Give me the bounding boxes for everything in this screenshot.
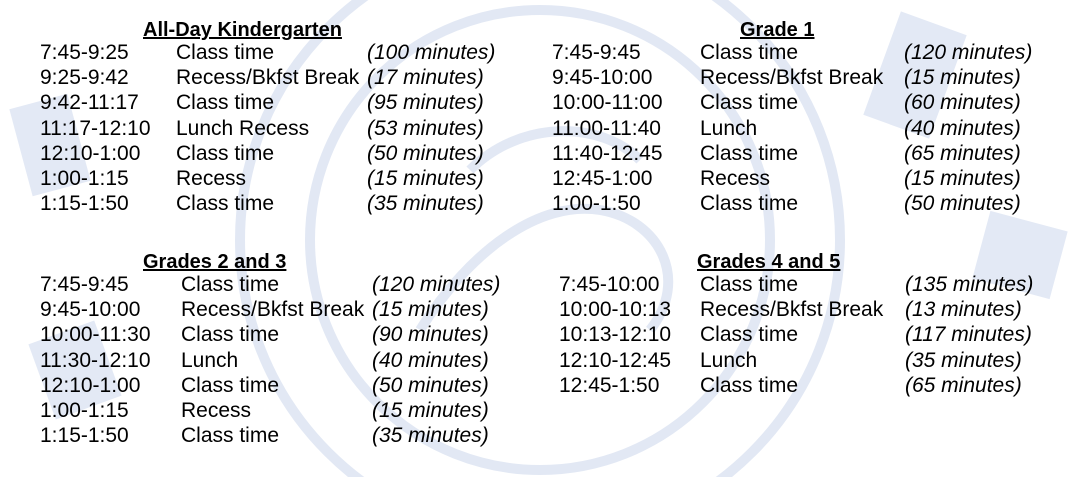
time-cell: 9:45-10:00: [552, 66, 653, 90]
duration-cell: (35 minutes): [367, 192, 484, 216]
time-cell: 10:00-11:30: [40, 323, 151, 347]
grade1-title: Grade 1: [740, 19, 815, 41]
time-cell: 11:40-12:45: [552, 141, 663, 165]
time-cell: 9:25-9:42: [40, 66, 129, 90]
activity-cell: Class time: [181, 424, 280, 448]
activity-cell: Class time: [700, 91, 799, 115]
duration-cell: (117 minutes): [905, 323, 1032, 347]
time-cell: 1:15-1:50: [40, 424, 129, 448]
time-cell: 7:45-9:25: [40, 41, 129, 64]
activity-cell: Class time: [700, 141, 799, 165]
duration-cell: (50 minutes): [367, 141, 484, 165]
grades45-title: Grades 4 and 5: [697, 251, 841, 273]
grade1-schedule: [552, 18, 1052, 228]
duration-cell: (95 minutes): [367, 91, 484, 115]
duration-cell: (15 minutes): [904, 166, 1021, 190]
activity-cell: Class time: [700, 41, 799, 64]
duration-cell: (15 minutes): [372, 398, 489, 422]
time-cell: 11:17-12:10: [40, 116, 151, 140]
activity-cell: Class time: [176, 141, 275, 165]
grades23-schedule: [40, 250, 540, 460]
activity-cell: Lunch: [700, 116, 758, 140]
duration-cell: (35 minutes): [372, 424, 489, 448]
duration-cell: (40 minutes): [904, 116, 1021, 140]
activity-cell: Recess: [181, 398, 252, 422]
activity-cell: Class time: [181, 323, 280, 347]
time-cell: 7:45-9:45: [40, 273, 129, 296]
duration-cell: (50 minutes): [904, 192, 1021, 216]
time-cell: 11:30-12:10: [40, 348, 151, 372]
activity-cell: Class time: [700, 373, 799, 397]
kindergarten-schedule: [40, 18, 540, 228]
activity-cell: Recess: [700, 166, 771, 190]
grades45-schedule: [559, 250, 1059, 460]
time-cell: 12:10-1:00: [40, 141, 141, 165]
activity-cell: Recess/Bkfst Break: [176, 66, 360, 90]
duration-cell: (13 minutes): [905, 298, 1022, 322]
time-cell: 10:13-12:10: [559, 323, 672, 347]
time-cell: 1:00-1:15: [40, 398, 129, 422]
activity-cell: Class time: [700, 323, 799, 347]
duration-cell: (65 minutes): [905, 373, 1022, 397]
time-cell: 1:00-1:50: [552, 192, 641, 216]
duration-cell: (35 minutes): [905, 348, 1022, 372]
activity-cell: Class time: [700, 192, 799, 216]
time-cell: 9:42-11:17: [40, 91, 139, 115]
duration-cell: (120 minutes): [904, 41, 1033, 64]
duration-cell: (15 minutes): [372, 298, 489, 322]
duration-cell: (15 minutes): [367, 166, 484, 190]
duration-cell: (135 minutes): [905, 273, 1034, 296]
time-cell: 10:00-11:00: [552, 91, 663, 115]
activity-cell: Class time: [181, 373, 280, 397]
time-cell: 11:00-11:40: [552, 116, 661, 140]
activity-cell: Class time: [176, 192, 275, 216]
time-cell: 12:10-1:00: [40, 373, 141, 397]
duration-cell: (17 minutes): [367, 66, 484, 90]
activity-cell: Recess/Bkfst Break: [700, 298, 884, 322]
duration-cell: (120 minutes): [372, 273, 501, 296]
activity-cell: Recess: [176, 166, 247, 190]
time-cell: 12:10-12:45: [559, 348, 672, 372]
activity-cell: Recess/Bkfst Break: [700, 66, 884, 90]
activity-cell: Class time: [700, 273, 799, 296]
time-cell: 7:45-10:00: [559, 273, 660, 296]
kindergarten-title: All-Day Kindergarten: [143, 19, 342, 41]
time-cell: 12:45-1:00: [552, 166, 653, 190]
duration-cell: (90 minutes): [372, 323, 489, 347]
activity-cell: Class time: [176, 91, 275, 115]
duration-cell: (60 minutes): [904, 91, 1021, 115]
time-cell: 9:45-10:00: [40, 298, 141, 322]
activity-cell: Recess/Bkfst Break: [181, 298, 365, 322]
duration-cell: (15 minutes): [904, 66, 1021, 90]
duration-cell: (100 minutes): [367, 41, 496, 64]
activity-cell: Lunch: [700, 348, 758, 372]
activity-cell: Class time: [181, 273, 280, 296]
time-cell: 12:45-1:50: [559, 373, 660, 397]
duration-cell: (53 minutes): [367, 116, 484, 140]
grades23-title: Grades 2 and 3: [143, 251, 287, 273]
time-cell: 1:15-1:50: [40, 192, 129, 216]
time-cell: 10:00-10:13: [559, 298, 672, 322]
activity-cell: Class time: [176, 41, 275, 64]
activity-cell: Lunch Recess: [176, 116, 310, 140]
time-cell: 1:00-1:15: [40, 166, 129, 190]
activity-cell: Lunch: [181, 348, 239, 372]
duration-cell: (40 minutes): [372, 348, 489, 372]
time-cell: 7:45-9:45: [552, 41, 641, 64]
duration-cell: (50 minutes): [372, 373, 489, 397]
duration-cell: (65 minutes): [904, 141, 1021, 165]
